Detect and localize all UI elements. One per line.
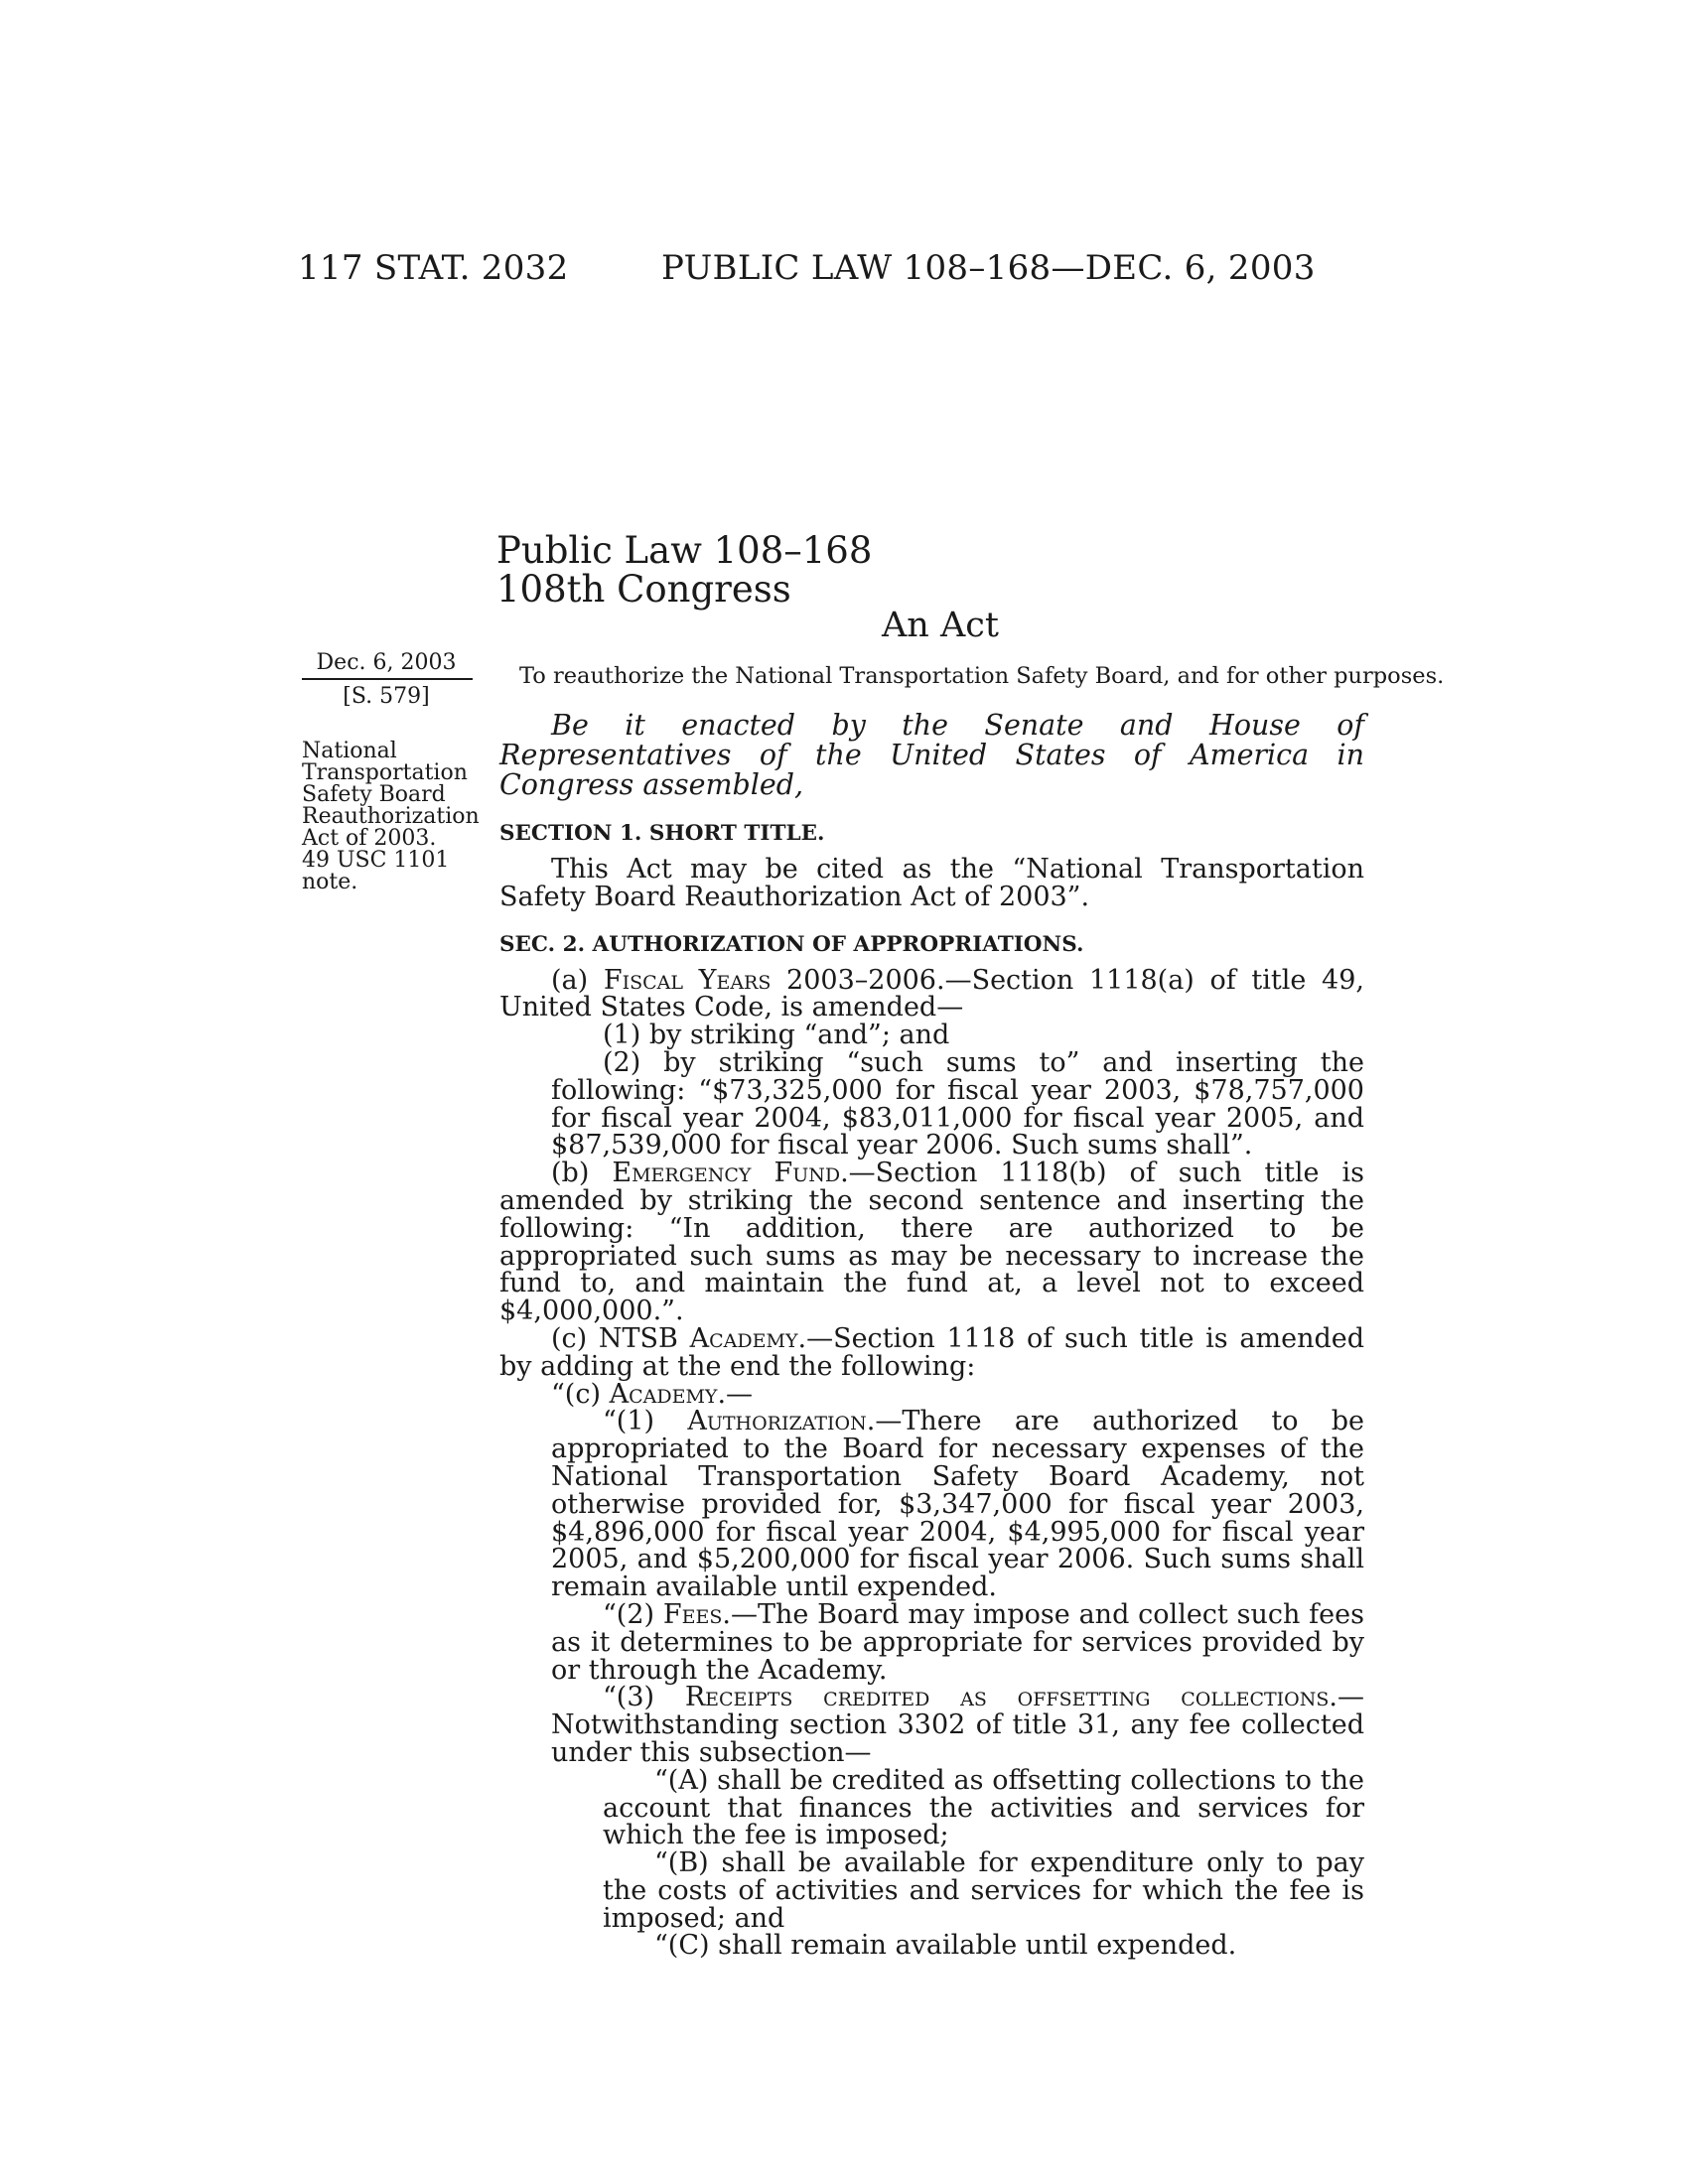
academy-paragraph-2: “(2) Fees.—The Board may impose and collect such fees as it determines to be appropriate for services provided by or through the Academy. bbox=[551, 1598, 1364, 1686]
margin-date: Dec. 6, 2003 bbox=[316, 650, 457, 675]
side-note-line: Reauthorization bbox=[302, 804, 480, 829]
an-act-title: An Act bbox=[882, 606, 999, 645]
enacting-clause: Be it enacted by the Senate and House of Representatives of the United States of America in Congress assembled, bbox=[499, 709, 1364, 801]
side-note-line: National bbox=[302, 739, 397, 763]
subsection-a: (a) Fiscal Years 2003–2006.—Section 1118(a) of title 49, United States Code, is amended— bbox=[499, 964, 1364, 1024]
side-note-line: 49 USC 1101 bbox=[302, 848, 450, 873]
academy-paragraph-3: “(3) Receipts credited as offsetting collections.—Notwithstanding section 3302 of title 31, any fee collected under this subsection— bbox=[551, 1682, 1364, 1768]
subsection-a-item-2: (2) by striking “such sums to” and inserting the following: “$73,325,000 for fiscal year 2003, $78,757,000 for fiscal year 2004, $83,011,000 for fiscal year 2005, and $87,539,000 for fiscal year 2006. Such sums shall”. bbox=[551, 1046, 1364, 1161]
academy-subsection: “(c) Academy.— bbox=[551, 1378, 754, 1410]
running-head: PUBLIC LAW 108–168—DEC. 6, 2003 bbox=[661, 248, 1316, 288]
margin-rule bbox=[302, 678, 473, 680]
section1-heading: SECTION 1. SHORT TITLE. bbox=[499, 821, 825, 846]
clause-B: “(B) shall be available for expenditure only to pay the costs of activities and services for which the fee is imposed; and bbox=[603, 1847, 1364, 1934]
page-number: 117 STAT. 2032 bbox=[298, 248, 569, 288]
side-note-line: Act of 2003. bbox=[302, 826, 437, 851]
subsection-a-item-1: (1) by striking “and”; and bbox=[603, 1020, 950, 1051]
congress: 108th Congress bbox=[496, 568, 791, 611]
bill-number: [S. 579] bbox=[343, 684, 430, 709]
section2-heading: SEC. 2. AUTHORIZATION OF APPROPRIATIONS. bbox=[499, 931, 1084, 957]
section1-text: This Act may be cited as the “National Transportation Safety Board Reauthorization Act of 2003”. bbox=[499, 854, 1364, 912]
law-number: Public Law 108–168 bbox=[496, 529, 873, 572]
act-body bbox=[499, 711, 1364, 1960]
side-note bbox=[302, 741, 481, 893]
purpose-statement: To reauthorize the National Transportation Safety Board, and for other purposes. bbox=[519, 663, 1445, 689]
academy-paragraph-1: “(1) Authorization.—There are authorized to be appropriated to the Board for necessary expenses of the National Transportation Safety Board Academy, not otherwise provided for, $3,347,000 for fiscal year 2003, $4,896,000 for fiscal year 2004, $4,995,000 for fiscal year 2005, and $5,200,000 for fiscal year 2006. Such sums shall remain available until expended. bbox=[551, 1406, 1364, 1603]
side-note-line: note. bbox=[302, 870, 358, 894]
clause-C: “(C) shall remain available until expended. bbox=[654, 1930, 1237, 1962]
subsection-b: (b) Emergency Fund.—Section 1118(b) of such title is amended by striking the second sentence and inserting the following: “In addition, there are authorized to be appropriated such sums as may be necessary to increase the fund to, and maintain the fund at, a level not to exceed $4,000,000.”. bbox=[499, 1158, 1365, 1327]
side-note-line: Safety Board bbox=[302, 782, 446, 807]
subsection-c: (c) NTSB Academy.—Section 1118 of such title is amended by adding at the end the following: bbox=[499, 1322, 1365, 1382]
side-note-line: Transportation bbox=[302, 760, 468, 785]
clause-A: “(A) shall be credited as offsetting collections to the account that finances the activities and services for which the fee is imposed; bbox=[603, 1764, 1364, 1851]
